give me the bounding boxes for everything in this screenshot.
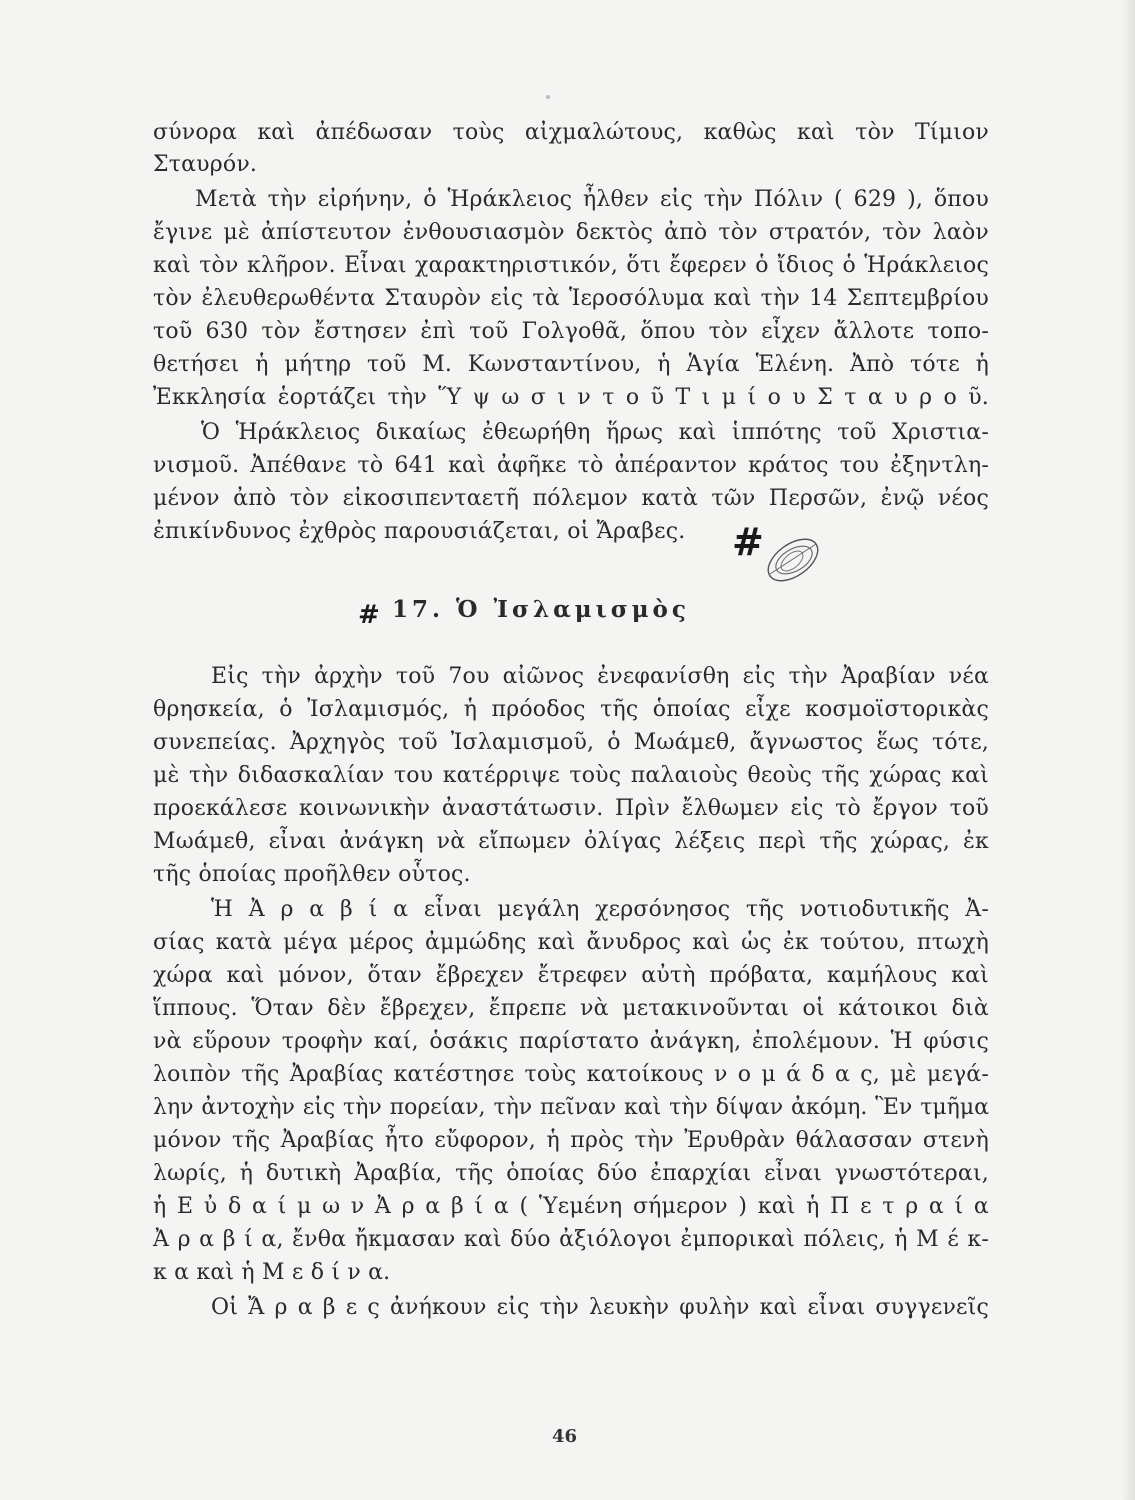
- ink-dot: [546, 95, 550, 99]
- text-line: προεκάλεσε κοινωνικὴν ἀναστάτωσιν. Πρὶν ἔλθωμεν εἰς τὸ ἔργον τοῦ: [153, 796, 989, 821]
- heading-hash-mark: #: [358, 600, 380, 630]
- handwritten-hash-mark: #: [732, 520, 764, 564]
- page-number: 46: [552, 1426, 578, 1447]
- text-line: κ α καὶ ἡ Μ ε δ ί ν α.: [153, 1260, 391, 1285]
- text-line: Ἡ Ἀ ρ α β ί α εἶναι μεγάλη χερσόνησος τῆς νοτιοδυτικῆς Ἀ-: [211, 897, 989, 922]
- text-line: μένον ἀπὸ τὸν εἰκοσιπενταετῆ πόλεμον κατὰ τῶν Περσῶν, ἐνῷ νέος: [153, 486, 989, 511]
- text-line: θετήσει ἡ μήτηρ τοῦ Μ. Κωνσταντίνου, ἡ Ἁγία Ἑλένη. Ἀπὸ τότε ἡ: [153, 352, 989, 377]
- text-line: μὲ τὴν διδασκαλίαν του κατέρριψε τοὺς παλαιοὺς θεοὺς τῆς χώρας καὶ: [153, 763, 989, 788]
- text-line: Ἐκκλησία ἑορτάζει τὴν Ὕ ψ ω σ ι ν τ ο ῦ Τ ι μ ί ο υ Σ τ α υ ρ ο ῦ.: [153, 385, 989, 410]
- text-line: συνεπείας. Ἀρχηγὸς τοῦ Ἰσλαμισμοῦ, ὁ Μωάμεθ, ἄγνωστος ἕως τότε,: [153, 730, 989, 755]
- text-line: χώρα καὶ μόνον, ὅταν ἔβρεχεν ἔτρεφεν αὐτὴ πρόβατα, καμήλους καὶ: [153, 963, 989, 988]
- text-line: Μωάμεθ, εἶναι ἀνάγκη νὰ εἴπωμεν ὀλίγας λέξεις περὶ τῆς χώρας, ἐκ: [153, 829, 989, 854]
- text-line: νὰ εὕρουν τροφὴν καί, ὁσάκις παρίστατο ἀνάγκη, ἐπολέμουν. Ἡ φύσις: [153, 1029, 989, 1054]
- text-line: ἐπικίνδυνος ἐχθρὸς παρουσιάζεται, οἱ Ἄραβες.: [153, 519, 686, 544]
- text-line: νισμοῦ. Ἀπέθανε τὸ 641 καὶ ἀφῆκε τὸ ἀπέραντον κράτος του ἐξηντλη-: [153, 453, 989, 478]
- text-line: λοιπὸν τῆς Ἀραβίας κατέστησε τοὺς κατοίκους ν ο μ ά δ α ς, μὲ μεγά-: [153, 1062, 989, 1087]
- text-line: σίας κατὰ μέγα μέρος ἀμμώδης καὶ ἄνυδρος καὶ ὡς ἐκ τούτου, πτωχὴ: [153, 930, 989, 955]
- text-line: τῆς ὁποίας προῆλθεν οὗτος.: [153, 862, 471, 887]
- text-line: ἵππους. Ὅταν δὲν ἔβρεχεν, ἔπρεπε νὰ μετακινοῦνται οἱ κάτοικοι διὰ: [153, 996, 989, 1021]
- text-line: τὸν ἐλευθερωθέντα Σταυρὸν εἰς τὰ Ἱεροσόλυμα καὶ τὴν 14 Σεπτεμβρίου: [153, 286, 989, 311]
- text-line: καὶ τὸν κλῆρον. Εἶναι χαρακτηριστικόν, ὅτι ἔφερεν ὁ ἴδιος ὁ Ἡράκλειος: [153, 253, 989, 278]
- text-line: σύνορα καὶ ἀπέδωσαν τοὺς αἰχμαλώτους, καθὼς καὶ τὸν Τίμιον: [153, 120, 989, 145]
- text-line: Εἰς τὴν ἀρχὴν τοῦ 7ου αἰῶνος ἐνεφανίσθη εἰς τὴν Ἀραβίαν νέα: [211, 664, 989, 689]
- text-line: θρησκεία, ὁ Ἰσλαμισμός, ἡ πρόοδος τῆς ὁποίας εἶχε κοσμοϊστορικὰς: [153, 697, 989, 722]
- text-line: μόνον τῆς Ἀραβίας ἦτο εὔφορον, ἡ πρὸς τὴν Ἐρυθρὰν θάλασσαν στενὴ: [153, 1128, 989, 1153]
- text-line: Ἀ ρ α β ί α, ἔνθα ἤκμασαν καὶ δύο ἀξιόλογοι ἐμπορικαὶ πόλεις, ἡ Μ έ κ-: [153, 1227, 989, 1252]
- text-line: ἔγινε μὲ ἀπίστευτον ἐνθουσιασμὸν δεκτὸς ἀπὸ τὸν στρατόν, τὸν λαὸν: [153, 220, 989, 245]
- section-heading: 17. Ὁ Ἰσλαμισμὸς: [392, 596, 690, 623]
- text-line: τοῦ 630 τὸν ἔστησεν ἐπὶ τοῦ Γολγοθᾶ, ὅπου τὸν εἶχεν ἄλλοτε τοπο-: [153, 319, 989, 344]
- text-line: Μετὰ τὴν εἰρήνην, ὁ Ἡράκλειος ἦλθεν εἰς τὴν Πόλιν ( 629 ), ὅπου: [195, 187, 989, 212]
- page-edge-shadow: [1121, 0, 1135, 1500]
- text-line: Σταυρόν.: [153, 152, 258, 177]
- pencil-scribble: [758, 530, 828, 590]
- text-line: λην ἀντοχὴν εἰς τὴν πορείαν, τὴν πεῖναν καὶ τὴν δίψαν ἀκόμη. Ἓν τμῆμα: [153, 1095, 989, 1120]
- text-line: Οἱ Ἄ ρ α β ε ς ἀνήκουν εἰς τὴν λευκὴν φυλὴν καὶ εἶναι συγγενεῖς: [211, 1295, 989, 1320]
- text-line: Ὁ Ἡράκλειος δικαίως ἐθεωρήθη ἥρως καὶ ἱππότης τοῦ Χριστια-: [201, 420, 989, 445]
- text-line: λωρίς, ἡ δυτικὴ Ἀραβία, τῆς ὁποίας δύο ἐπαρχίαι εἶναι γνωστότεραι,: [153, 1161, 989, 1186]
- text-line: ἡ Ε ὐ δ α ί μ ω ν Ἀ ρ α β ί α ( Ὑεμένη σήμερον ) καὶ ἡ Π ε τ ρ α ί α: [153, 1194, 989, 1219]
